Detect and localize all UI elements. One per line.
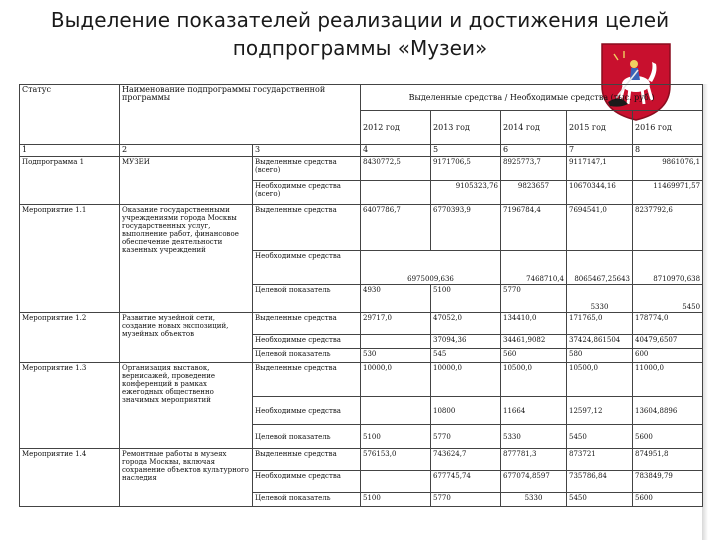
table-row [20,157,703,181]
value-cell: 600 [633,349,703,363]
value-cell: 7196784,4 [501,205,567,251]
value-cell: 29717,0 [361,313,431,335]
value-cell: 5600 [633,425,703,449]
value-cell: 37424,861504 [567,335,633,349]
table-row [20,313,703,335]
value-cell: 5100 [361,425,431,449]
value-cell: 4930 [361,285,431,313]
value-cell: 134410,0 [501,313,567,335]
col-number: 3 [253,145,361,157]
row-name: МУЗЕИ [120,157,253,205]
row-label: Необходимые средства (всего) [253,181,361,205]
header-year-2014: 2014 год [501,111,567,145]
value-cell: 6770393,9 [431,205,501,251]
row-label: Целевой показатель [253,493,361,507]
row-status: Мероприятие 1.2 [20,313,120,363]
column-numbers-row [20,145,703,157]
value-cell: 735786,84 [567,471,633,493]
value-cell: 5770 [431,493,501,507]
value-cell: 9105323,76 [431,181,501,205]
value-cell: 8710970,638 [633,251,703,285]
value-cell: 10500,0 [567,363,633,397]
value-cell: 874951,8 [633,449,703,471]
col-number: 4 [361,145,431,157]
indicators-table [19,84,703,507]
value-cell: 8925773,7 [501,157,567,181]
value-cell: 530 [361,349,431,363]
value-cell: 8430772,5 [361,157,431,181]
value-cell: 11664 [501,397,567,425]
value-cell: 5100 [361,493,431,507]
table-row [20,363,703,397]
value-cell: 545 [431,349,501,363]
row-name: Оказание государственными учреждениями города Москвы государственных услуг, выполнение работ, финансовое обеспечение деятельности казенных учреждений [120,205,253,313]
value-cell: 5330 [501,425,567,449]
value-cell: 10000,0 [431,363,501,397]
value-cell: 560 [501,349,567,363]
value-cell: 178774,0 [633,313,703,335]
value-cell: 10500,0 [501,363,567,397]
value-cell: 5600 [633,493,703,507]
row-status: Мероприятие 1.1 [20,205,120,313]
value-cell: 743624,7 [431,449,501,471]
value-cell: 34461,9082 [501,335,567,349]
row-label: Целевой показатель [253,425,361,449]
value-cell: 10670344,16 [567,181,633,205]
col-number: 7 [567,145,633,157]
value-cell [361,397,431,425]
row-label: Целевой показатель [253,285,361,313]
row-label: Целевой показатель [253,349,361,363]
value-cell [361,335,431,349]
value-cell: 8065467,25643 [567,251,633,285]
header-year-2013: 2013 год [431,111,501,145]
row-label: Необходимые средства [253,251,361,285]
value-cell: 873721 [567,449,633,471]
row-status: Подпрограмма 1 [20,157,120,205]
value-cell: 783849,79 [633,471,703,493]
value-cell: 9171706,5 [431,157,501,181]
title-line-1: Выделение показателей реализации и достижения целей [50,8,670,32]
value-cell: 10000,0 [361,363,431,397]
value-cell: 5450 [567,425,633,449]
value-cell: 11469971,57 [633,181,703,205]
row-label: Необходимые средства [253,397,361,425]
header-name: Наименование подпрограммы государственной программы [120,85,361,145]
value-cell: 5770 [501,285,567,313]
value-cell: 37094,36 [431,335,501,349]
row-label: Выделенные средства [253,449,361,471]
value-cell: 9861076,1 [633,157,703,181]
value-cell: 9823657 [501,181,567,205]
row-name: Развитие музейной сети, создание новых экспозиций, музейных объектов [120,313,253,363]
value-cell: 5330 [567,285,633,313]
table-row [20,449,703,471]
value-cell: 877781,3 [501,449,567,471]
row-label: Необходимые средства [253,471,361,493]
col-number: 6 [501,145,567,157]
header-status: Статус [20,85,120,145]
value-cell: 11000,0 [633,363,703,397]
row-label: Выделенные средства [253,205,361,251]
table-row [20,205,703,251]
row-status: Мероприятие 1.3 [20,363,120,449]
value-cell: 7694541,0 [567,205,633,251]
row-label: Необходимые средства [253,335,361,349]
col-number: 2 [120,145,253,157]
row-status: Мероприятие 1.4 [20,449,120,507]
value-cell: 580 [567,349,633,363]
header-year-2012: 2012 год [361,111,431,145]
row-name: Организация выставок, вернисажей, проведение конференций в рамках ежегодных общественно значимых мероприятий [120,363,253,449]
value-cell: 5770 [431,425,501,449]
value-cell: 10800 [431,397,501,425]
value-cell: 677074,8597 [501,471,567,493]
value-cell: 8237792,6 [633,205,703,251]
value-cell [361,471,431,493]
col-number: 8 [633,145,703,157]
value-cell: 13604,8896 [633,397,703,425]
row-label: Выделенные средства [253,363,361,397]
header-row-1 [20,85,703,111]
value-cell: 6407786,7 [361,205,431,251]
header-year-2015: 2015 год [567,111,633,145]
value-cell: 5450 [567,493,633,507]
value-cell: 5330 [501,493,567,507]
row-label: Выделенные средства (всего) [253,157,361,181]
value-cell: 6975009,636 [361,251,501,285]
value-cell: 7468710,4 [501,251,567,285]
value-cell: 47052,0 [431,313,501,335]
col-number: 1 [20,145,120,157]
value-cell: 40479,6507 [633,335,703,349]
col-number: 5 [431,145,501,157]
header-funds: Выделенные средства / Необходимые средства (тыс. руб.) [361,85,703,111]
title-line-2: подпрограммы «Музеи» [232,36,488,60]
row-label: Выделенные средства [253,313,361,335]
value-cell: 677745,74 [431,471,501,493]
value-cell: 576153,0 [361,449,431,471]
value-cell: 5100 [431,285,501,313]
value-cell: 12597,12 [567,397,633,425]
value-cell: 5450 [633,285,703,313]
value-cell: 171765,0 [567,313,633,335]
header-year-2016: 2016 год [633,111,703,145]
row-name: Ремонтные работы в музеях города Москвы, включая сохранение объектов культурного наследия [120,449,253,507]
value-cell: 9117147,1 [567,157,633,181]
value-cell [361,181,431,205]
